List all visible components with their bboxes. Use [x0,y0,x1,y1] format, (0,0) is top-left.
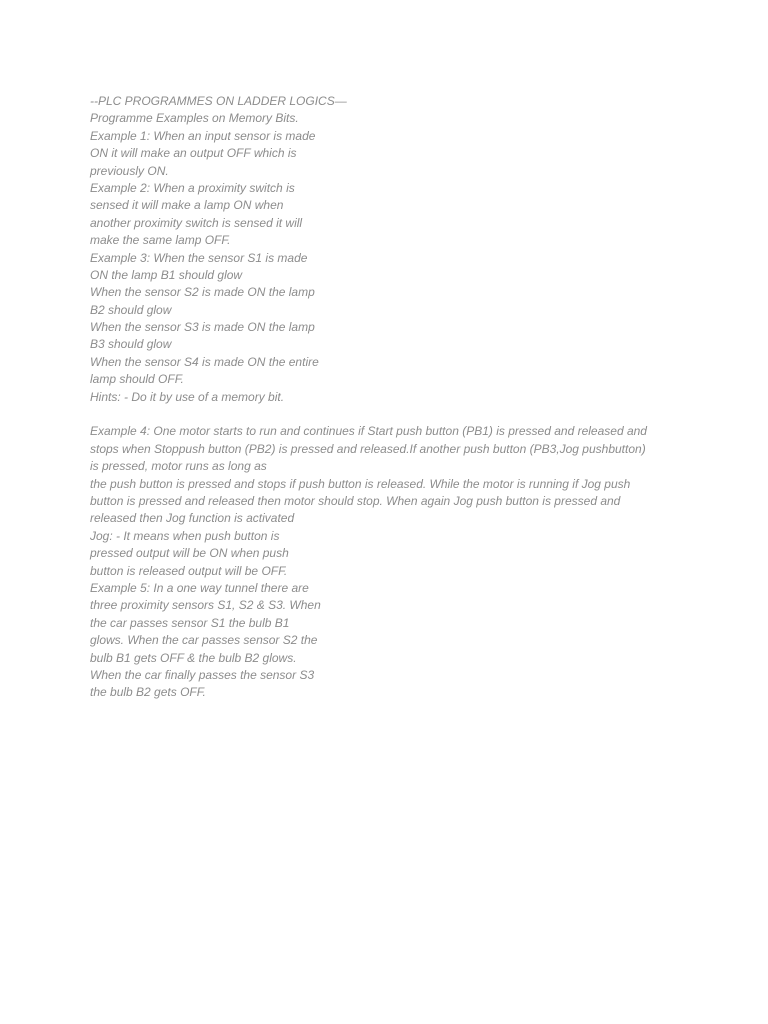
text-line: Example 2: When a proximity switch is [90,180,295,195]
text-line: another proximity switch is sensed it will [90,215,303,230]
text-line: stops when Stoppush button (PB2) is pressed and released.If another push button (PB3,Jog pushbutton) [90,441,646,456]
text-line: When the sensor S3 is made ON the lamp [90,320,315,335]
text-line: B3 should glow [90,337,172,352]
text-line: sensed it will make a lamp ON when [90,198,284,213]
text-line: When the car finally passes the sensor S3 [90,667,315,682]
paragraph-gap [90,406,690,423]
text-line: B2 should glow [90,302,172,317]
text-line: three proximity sensors S1, S2 & S3. When [90,598,321,613]
text-line: When the sensor S4 is made ON the entire [90,354,319,369]
text-line: pressed output will be ON when push [90,546,289,561]
text-line: Example 5: In a one way tunnel there are [90,580,309,595]
document-text [90,93,690,702]
text-line: Example 1: When an input sensor is made [90,128,316,143]
text-line: released then Jog function is activated [90,511,295,526]
doc-title: --PLC PROGRAMMES ON LADDER LOGICS— [90,94,347,108]
text-line: button is released output will be OFF. [90,563,288,578]
text-line: ON it will make an output OFF which is [90,146,297,161]
text-line: the bulb B2 gets OFF. [90,685,206,700]
text-line: the car passes sensor S1 the bulb B1 [90,615,290,630]
text-line: glows. When the car passes sensor S2 the [90,633,318,648]
text-line: Example 4: One motor starts to run and continues if Start push button (PB1) is pressed and released and [90,424,647,439]
text-line: the push button is pressed and stops if push button is released. While the motor is running if Jog push [90,476,631,491]
text-line: ON the lamp B1 should glow [90,267,243,282]
text-line: lamp should OFF. [90,372,184,387]
text-line: is pressed, motor runs as long as [90,459,267,474]
text-line: button is pressed and released then motor should stop. When again Jog push button is pressed and [90,493,621,508]
text-line: Hints: - Do it by use of a memory bit. [90,389,285,404]
text-line: Jog: - It means when push button is [90,528,280,543]
text-line: bulb B1 gets OFF & the bulb B2 glows. [90,650,297,665]
text-line: Example 3: When the sensor S1 is made [90,250,308,265]
text-line: When the sensor S2 is made ON the lamp [90,285,315,300]
text-line: previously ON. [90,163,169,178]
text-line: make the same lamp OFF. [90,233,231,248]
doc-subtitle: Programme Examples on Memory Bits. [90,111,299,126]
